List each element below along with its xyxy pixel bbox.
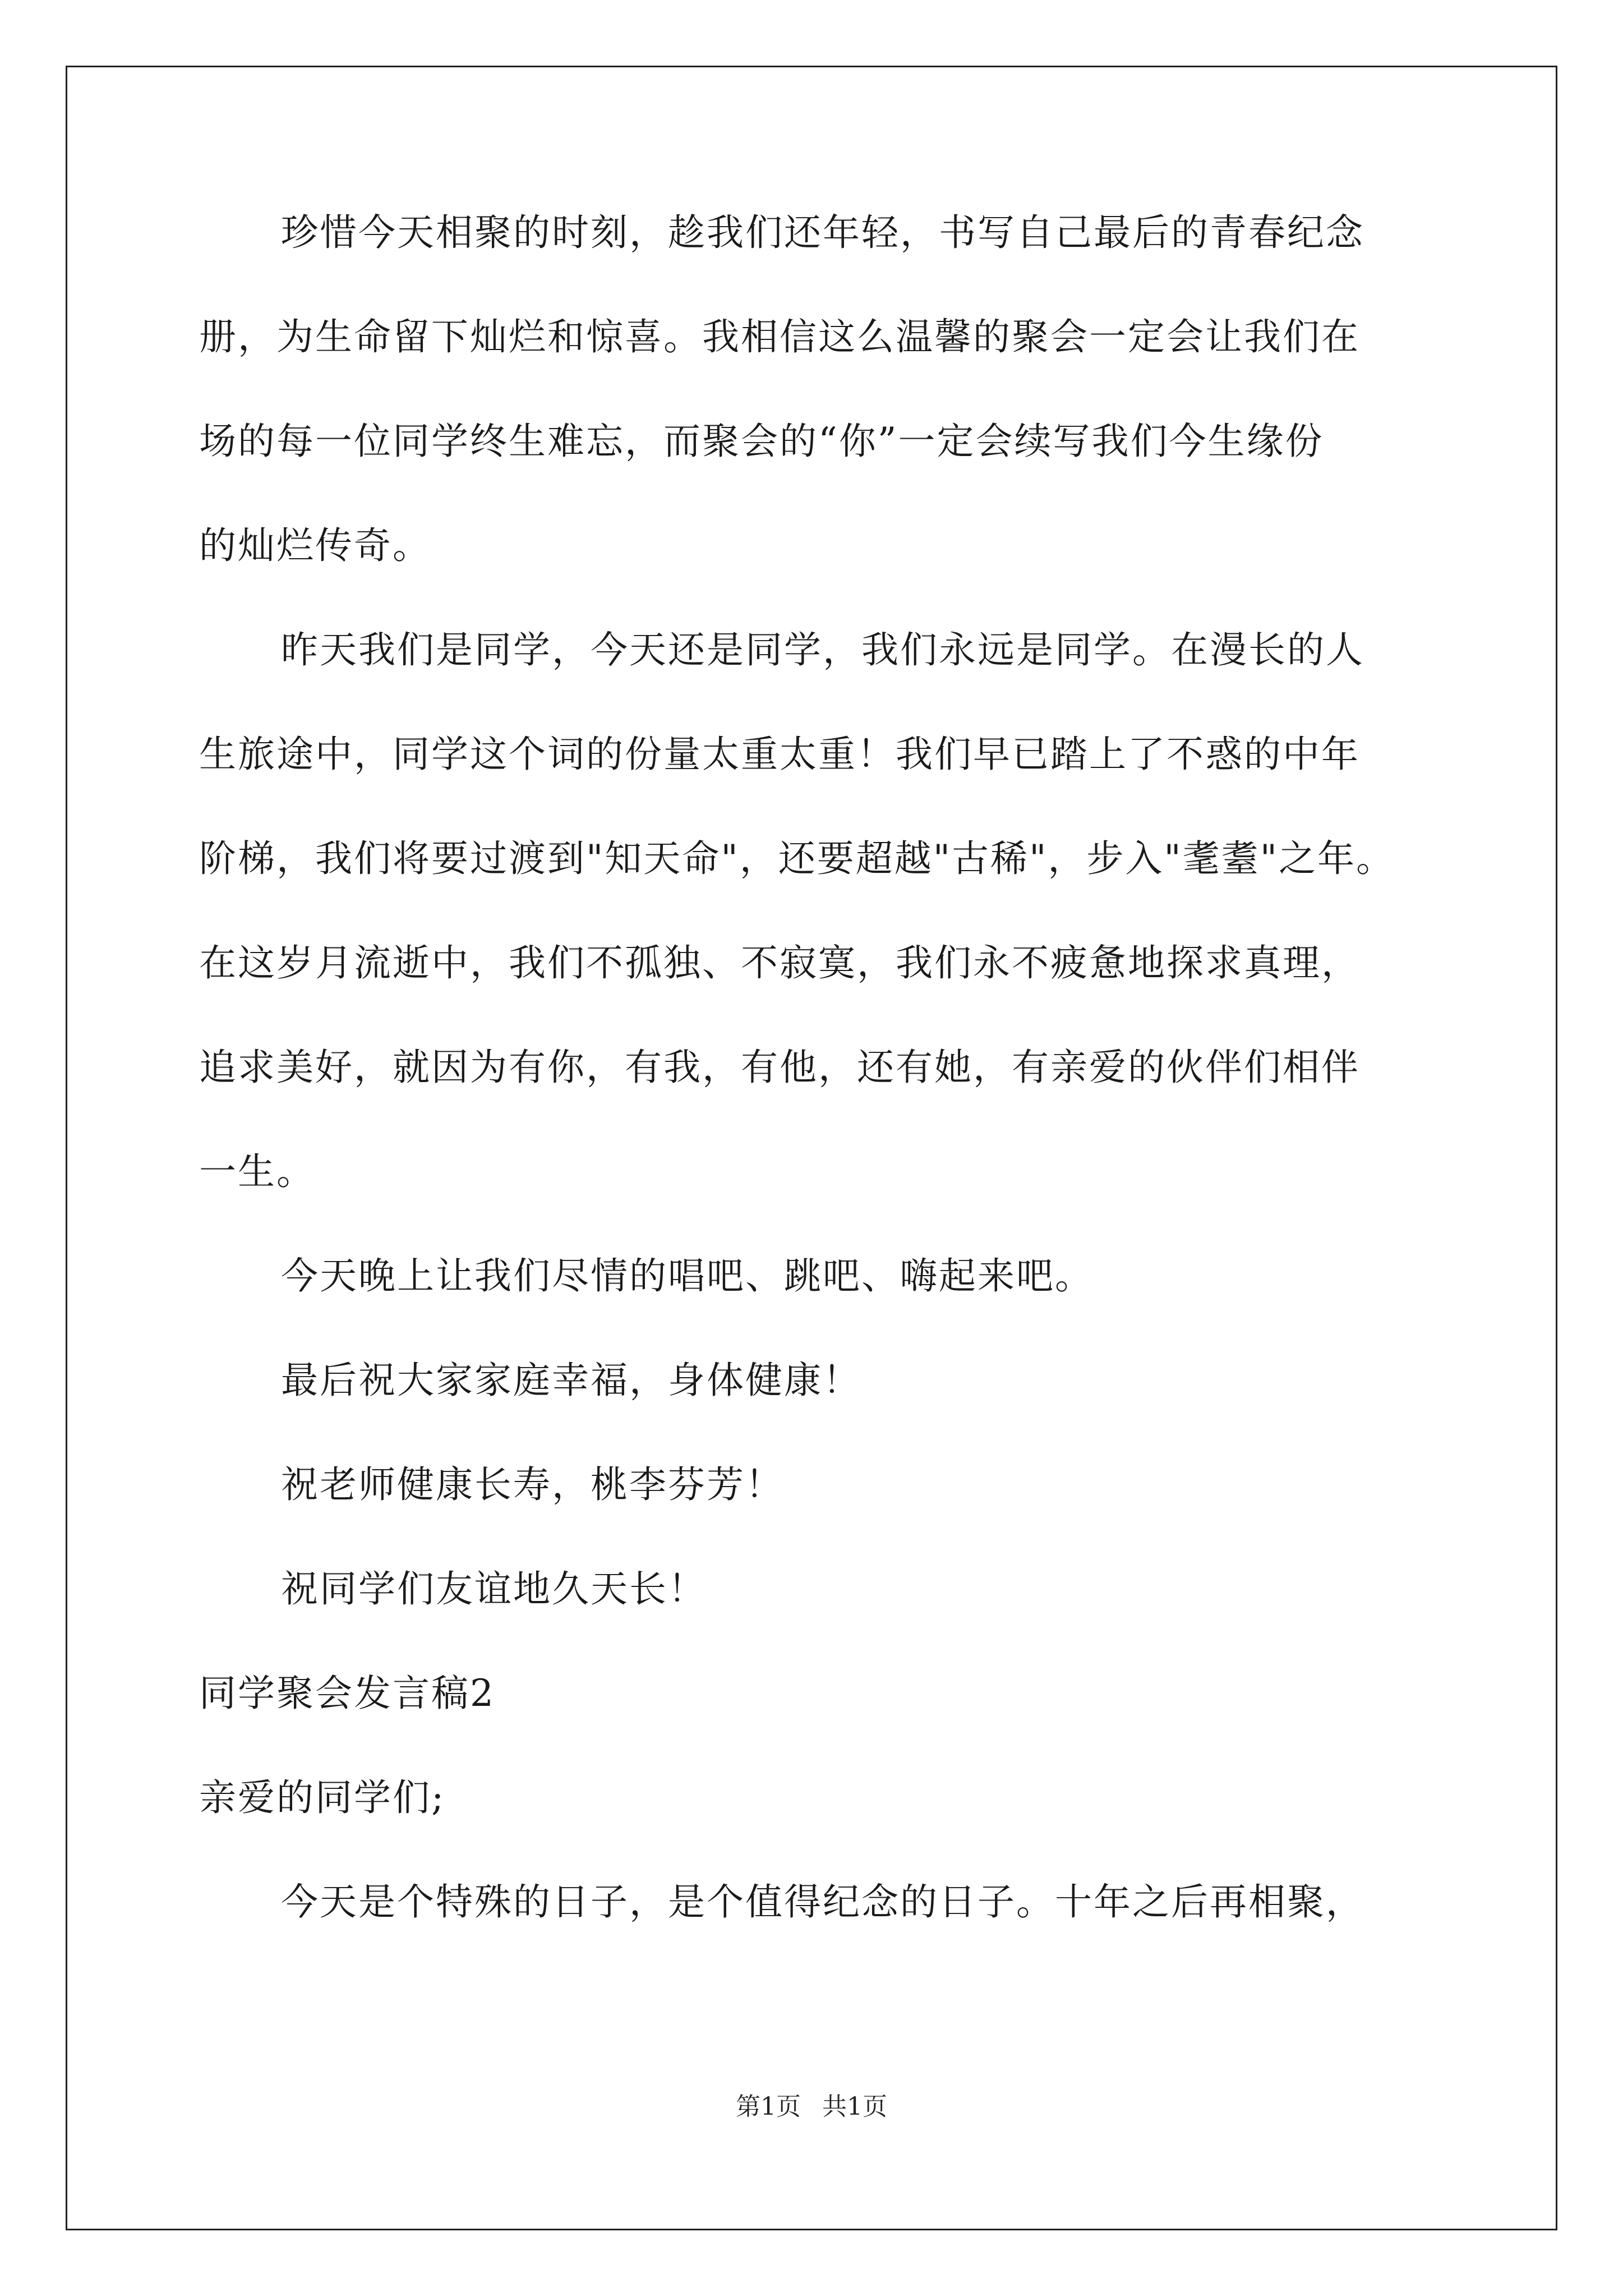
- page-total: 共1页: [822, 2092, 887, 2121]
- paragraph-line: 祝老师健康长寿，桃李芬芳！: [281, 1463, 784, 1506]
- paragraph-line: 最后祝大家家庭幸福，身体健康！: [281, 1359, 861, 1402]
- paragraph-line: 追求美好，就因为有你，有我，有他，还有她，有亲爱的伙伴们相伴: [199, 1046, 1360, 1089]
- page-number: 第1页: [736, 2092, 801, 2121]
- document-body: [199, 208, 1427, 1981]
- paragraph-line: 的灿烂传奇。: [199, 524, 431, 567]
- paragraph-line: 昨天我们是同学，今天还是同学，我们永远是同学。在漫长的人: [281, 628, 1364, 671]
- paragraph-line: 今天是个特殊的日子，是个值得纪念的日子。十年之后再相聚，: [281, 1880, 1364, 1924]
- paragraph-line: 阶梯，我们将要过渡到"知天命"，还要超越"古稀"，步入"耄耋"之年。: [199, 837, 1395, 880]
- paragraph-line: 在这岁月流逝中，我们不孤独、不寂寞，我们永不疲惫地探求真理，: [199, 941, 1360, 984]
- paragraph-line: 册，为生命留下灿烂和惊喜。我相信这么温馨的聚会一定会让我们在: [199, 315, 1360, 358]
- paragraph-line: 今天晚上让我们尽情的唱吧、跳吧、嗨起来吧。: [281, 1254, 1094, 1297]
- paragraph-line: 祝同学们友谊地久天长！: [281, 1567, 707, 1611]
- salutation: 亲爱的同学们;: [199, 1776, 446, 1819]
- page-footer: [0, 2090, 1623, 2124]
- paragraph-line: 场的每一位同学终生难忘，而聚会的“你”一定会续写我们今生缘份: [199, 420, 1324, 463]
- paragraph-line: 一生。: [199, 1150, 315, 1193]
- paragraph-line: 生旅途中，同学这个词的份量太重太重！我们早已踏上了不惑的中年: [199, 733, 1360, 776]
- paragraph-line: 珍惜今天相聚的时刻，趁我们还年轻，书写自己最后的青春纪念: [281, 211, 1364, 254]
- section-heading: 同学聚会发言稿2: [199, 1672, 495, 1715]
